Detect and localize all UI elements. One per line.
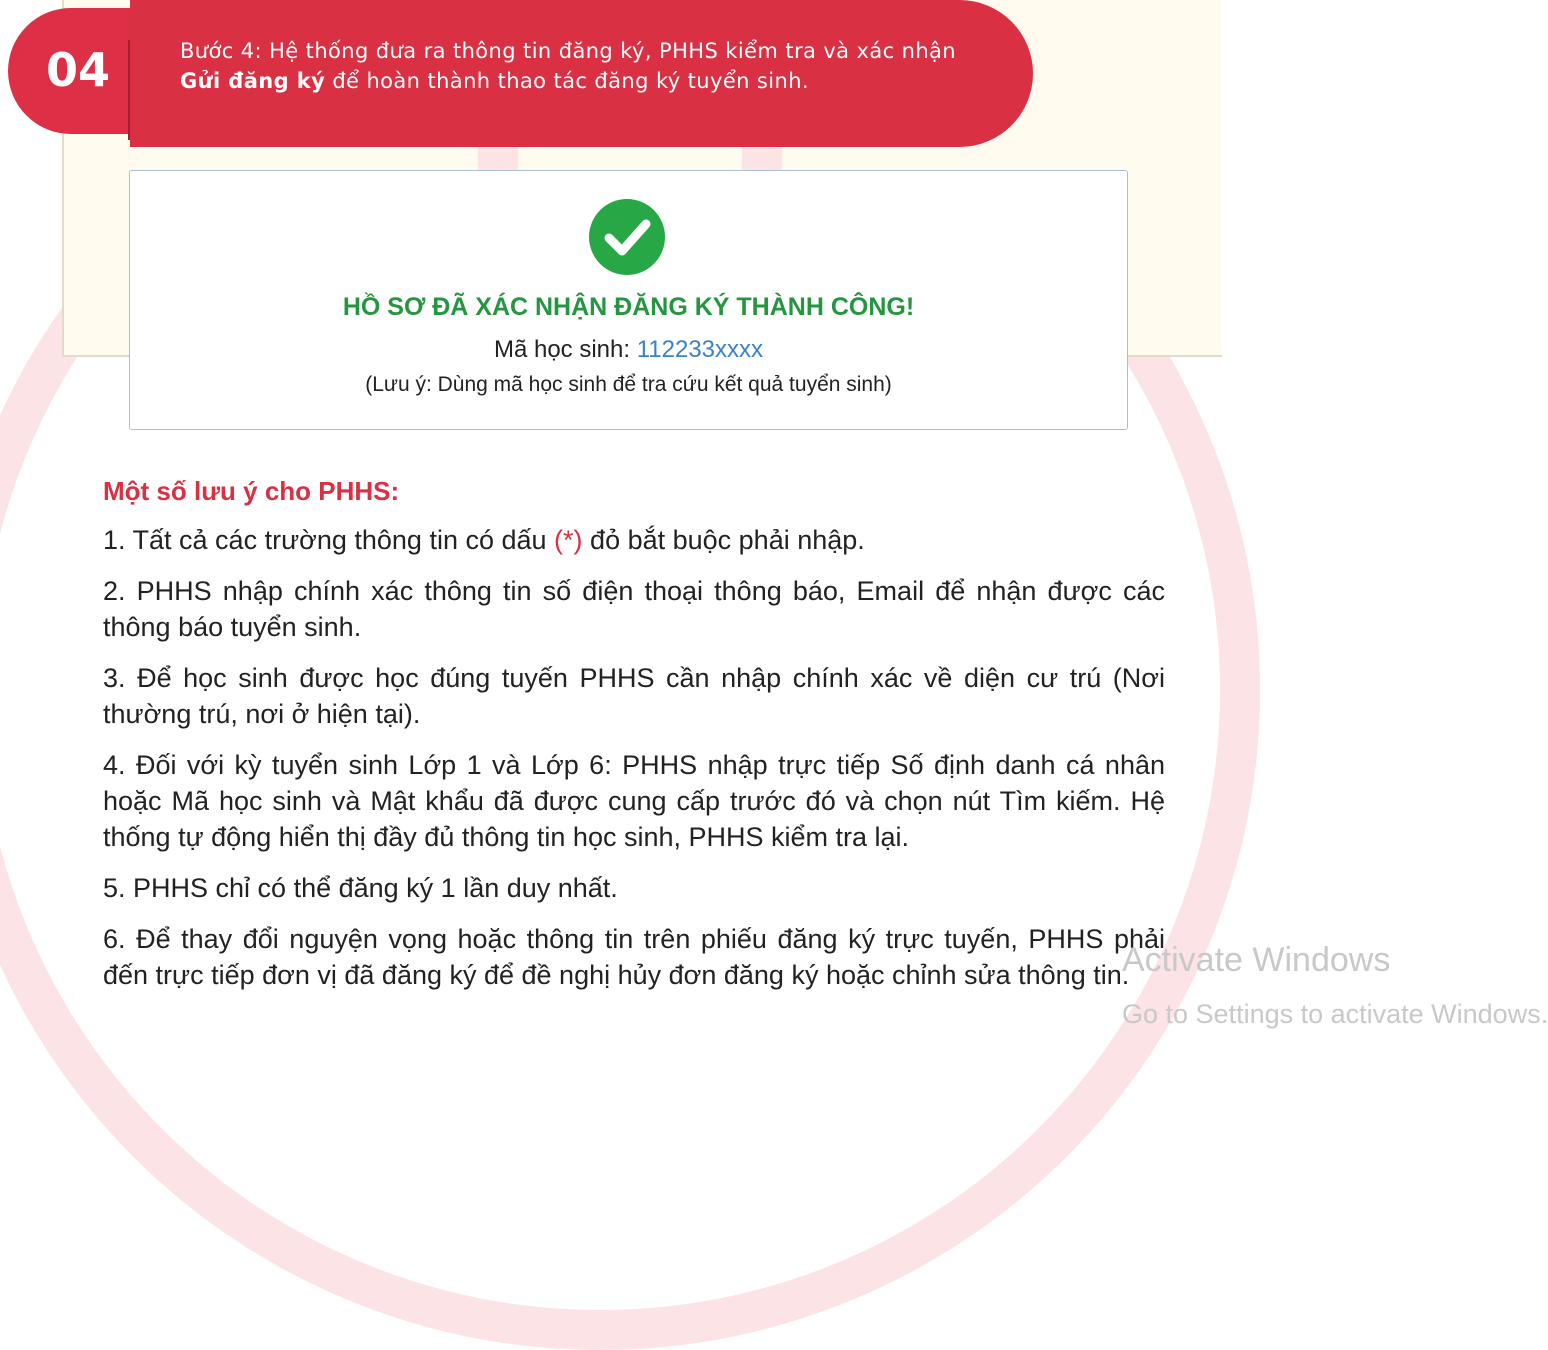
student-code: 112233xxxx xyxy=(636,336,764,363)
note-item-1 xyxy=(103,522,1165,558)
step-text-end: để hoàn thành thao tác đăng ký tuyển sinh. xyxy=(325,69,810,93)
step-description xyxy=(180,36,1000,96)
note-item-2: 2. PHHS nhập chính xác thông tin số điện thoại thông báo, Email để nhận được các thông báo tuyển sinh. xyxy=(103,576,1165,642)
student-code-note: (Lưu ý: Dùng mã học sinh để tra cứu kết quả tuyển sinh) xyxy=(365,373,892,396)
watermark-subtitle: Go to Settings to activate Windows. xyxy=(1122,999,1548,1029)
step-text-start: Bước 4: Hệ thống đưa ra thông tin đăng ký, PHHS kiểm tra và xác nhận xyxy=(180,39,957,63)
activate-windows-watermark xyxy=(1122,938,1548,1046)
note-item-3: 3. Để học sinh được học đúng tuyến PHHS cần nhập chính xác về diện cư trú (Nơi thường trú, nơi ở hiện tại). xyxy=(103,663,1165,729)
check-icon xyxy=(589,199,665,275)
required-marker: (*) xyxy=(554,525,583,555)
submit-registration-emphasis: Gửi đăng ký xyxy=(180,69,326,93)
notes-list xyxy=(103,522,1165,1008)
notes-heading: Một số lưu ý cho PHHS: xyxy=(103,476,400,506)
note-item-1-start: 1. Tất cả các trường thông tin có dấu xyxy=(103,525,555,555)
note-item-4: 4. Đối với kỳ tuyển sinh Lớp 1 và Lớp 6: PHHS nhập trực tiếp Số định danh cá nhân hoặc Mã học sinh và Mật khẩu đã được cung cấp trước đó và chọn nút Tìm kiếm. Hệ thống tự động hiển thị đầy đủ thông tin học sinh, PHHS kiểm tra lại. xyxy=(103,750,1165,852)
watermark-title: Activate Windows xyxy=(1122,941,1391,979)
background-stripe xyxy=(742,147,782,171)
step-number: 04 xyxy=(46,43,111,97)
note-item-6: 6. Để thay đổi nguyện vọng hoặc thông tin trên phiếu đăng ký trực tuyến, PHHS phải đến trực tiếp đơn vị đã đăng ký để đề nghị hủy đơn đăng ký hoặc chỉnh sửa thông tin. xyxy=(103,924,1165,990)
student-code-label: Mã học sinh: xyxy=(493,336,637,363)
success-title: HỒ SƠ ĐÃ XÁC NHẬN ĐĂNG KÝ THÀNH CÔNG! xyxy=(342,293,915,321)
note-item-1-end: đỏ bắt buộc phải nhập. xyxy=(582,525,865,555)
student-code-line xyxy=(129,333,1128,367)
background-stripe xyxy=(478,147,518,171)
note-item-5: 5. PHHS chỉ có thể đăng ký 1 lần duy nhất. xyxy=(103,873,618,903)
